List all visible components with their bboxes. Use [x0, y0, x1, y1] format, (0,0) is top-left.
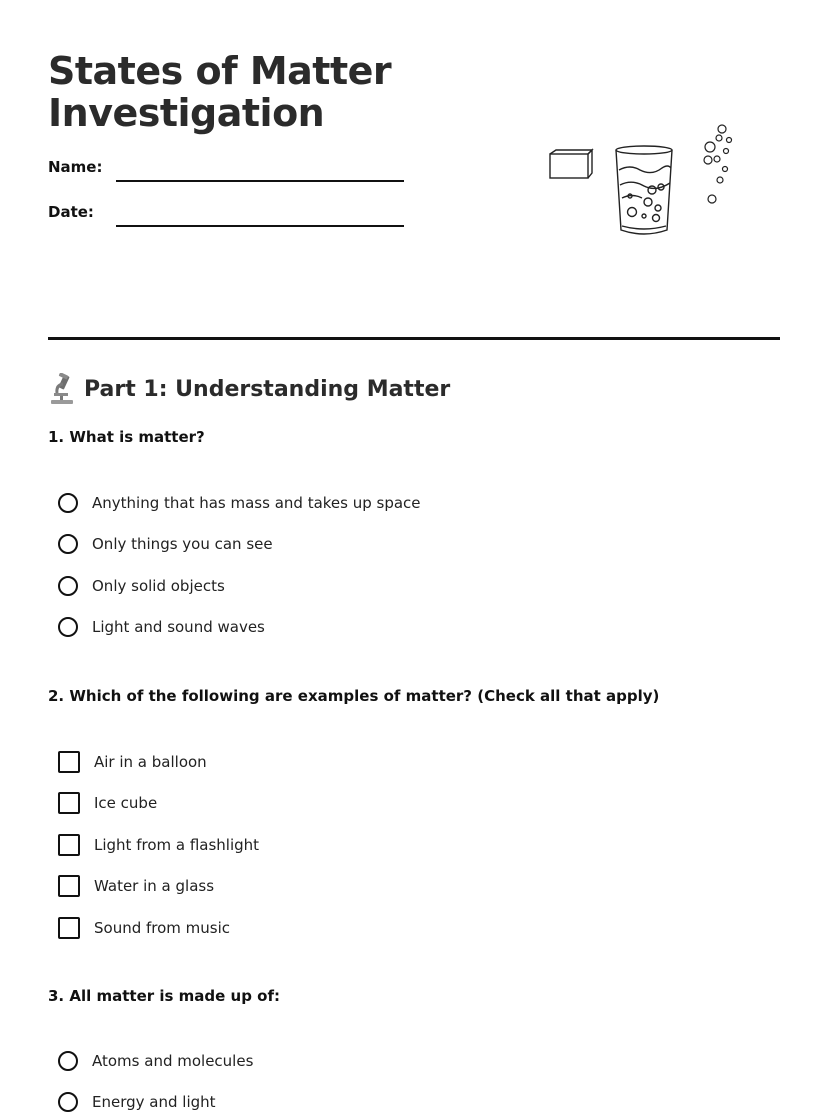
q3-option-1[interactable] — [58, 1049, 253, 1073]
q2-option-2[interactable] — [58, 791, 157, 815]
option-label: Only solid objects — [92, 577, 225, 595]
checkbox[interactable] — [58, 834, 80, 856]
option-label: Ice cube — [94, 794, 158, 812]
q2-option-1[interactable] — [58, 750, 207, 774]
part1-title: Part 1: Understanding Matter — [84, 376, 451, 402]
question-2: 2. Which of the following are examples of matter? (Check all that apply) — [48, 687, 660, 705]
section-divider — [48, 337, 780, 340]
ice-cube-icon — [550, 150, 592, 178]
gas-bubbles-icon — [704, 125, 732, 203]
option-label: Light from a flashlight — [94, 836, 260, 854]
option-label: Water in a glass — [94, 877, 215, 895]
option-label: Sound from music — [94, 919, 231, 937]
checkbox[interactable] — [58, 917, 80, 939]
radio-button[interactable] — [58, 534, 78, 554]
radio-button[interactable] — [58, 1051, 78, 1071]
name-field[interactable] — [116, 180, 404, 182]
q3-option-2[interactable] — [58, 1090, 216, 1114]
microscope-icon — [48, 373, 76, 405]
checkbox[interactable] — [58, 751, 80, 773]
option-label: Only things you can see — [92, 535, 273, 553]
radio-button[interactable] — [58, 493, 78, 513]
radio-button[interactable] — [58, 576, 78, 596]
option-label: Air in a balloon — [94, 753, 207, 771]
name-label: Name: — [48, 158, 103, 176]
question-1: 1. What is matter? — [48, 428, 205, 446]
q1-option-1[interactable] — [58, 491, 421, 515]
part1-heading — [48, 372, 450, 406]
q2-option-3[interactable] — [58, 833, 259, 857]
q2-option-4[interactable] — [58, 874, 214, 898]
q1-option-2[interactable] — [58, 532, 273, 556]
q1-option-3[interactable] — [58, 574, 225, 598]
title-line-2: Investigation — [48, 91, 325, 135]
question-3: 3. All matter is made up of: — [48, 987, 281, 1005]
states-of-matter-illustration — [520, 40, 760, 250]
title-line-1: States of Matter — [48, 49, 392, 93]
radio-button[interactable] — [58, 617, 78, 637]
checkbox[interactable] — [58, 875, 80, 897]
date-field-row — [48, 201, 408, 231]
q2-option-5[interactable] — [58, 916, 230, 940]
option-label: Atoms and molecules — [92, 1052, 254, 1070]
checkbox[interactable] — [58, 792, 80, 814]
page-title — [48, 50, 468, 134]
name-field-row — [48, 156, 408, 186]
option-label: Anything that has mass and takes up space — [92, 494, 421, 512]
date-label: Date: — [48, 203, 94, 221]
glass-of-water-icon — [616, 146, 672, 234]
date-field[interactable] — [116, 225, 404, 227]
q1-option-4[interactable] — [58, 615, 265, 639]
radio-button[interactable] — [58, 1092, 78, 1112]
option-label: Energy and light — [92, 1093, 216, 1111]
option-label: Light and sound waves — [92, 618, 265, 636]
